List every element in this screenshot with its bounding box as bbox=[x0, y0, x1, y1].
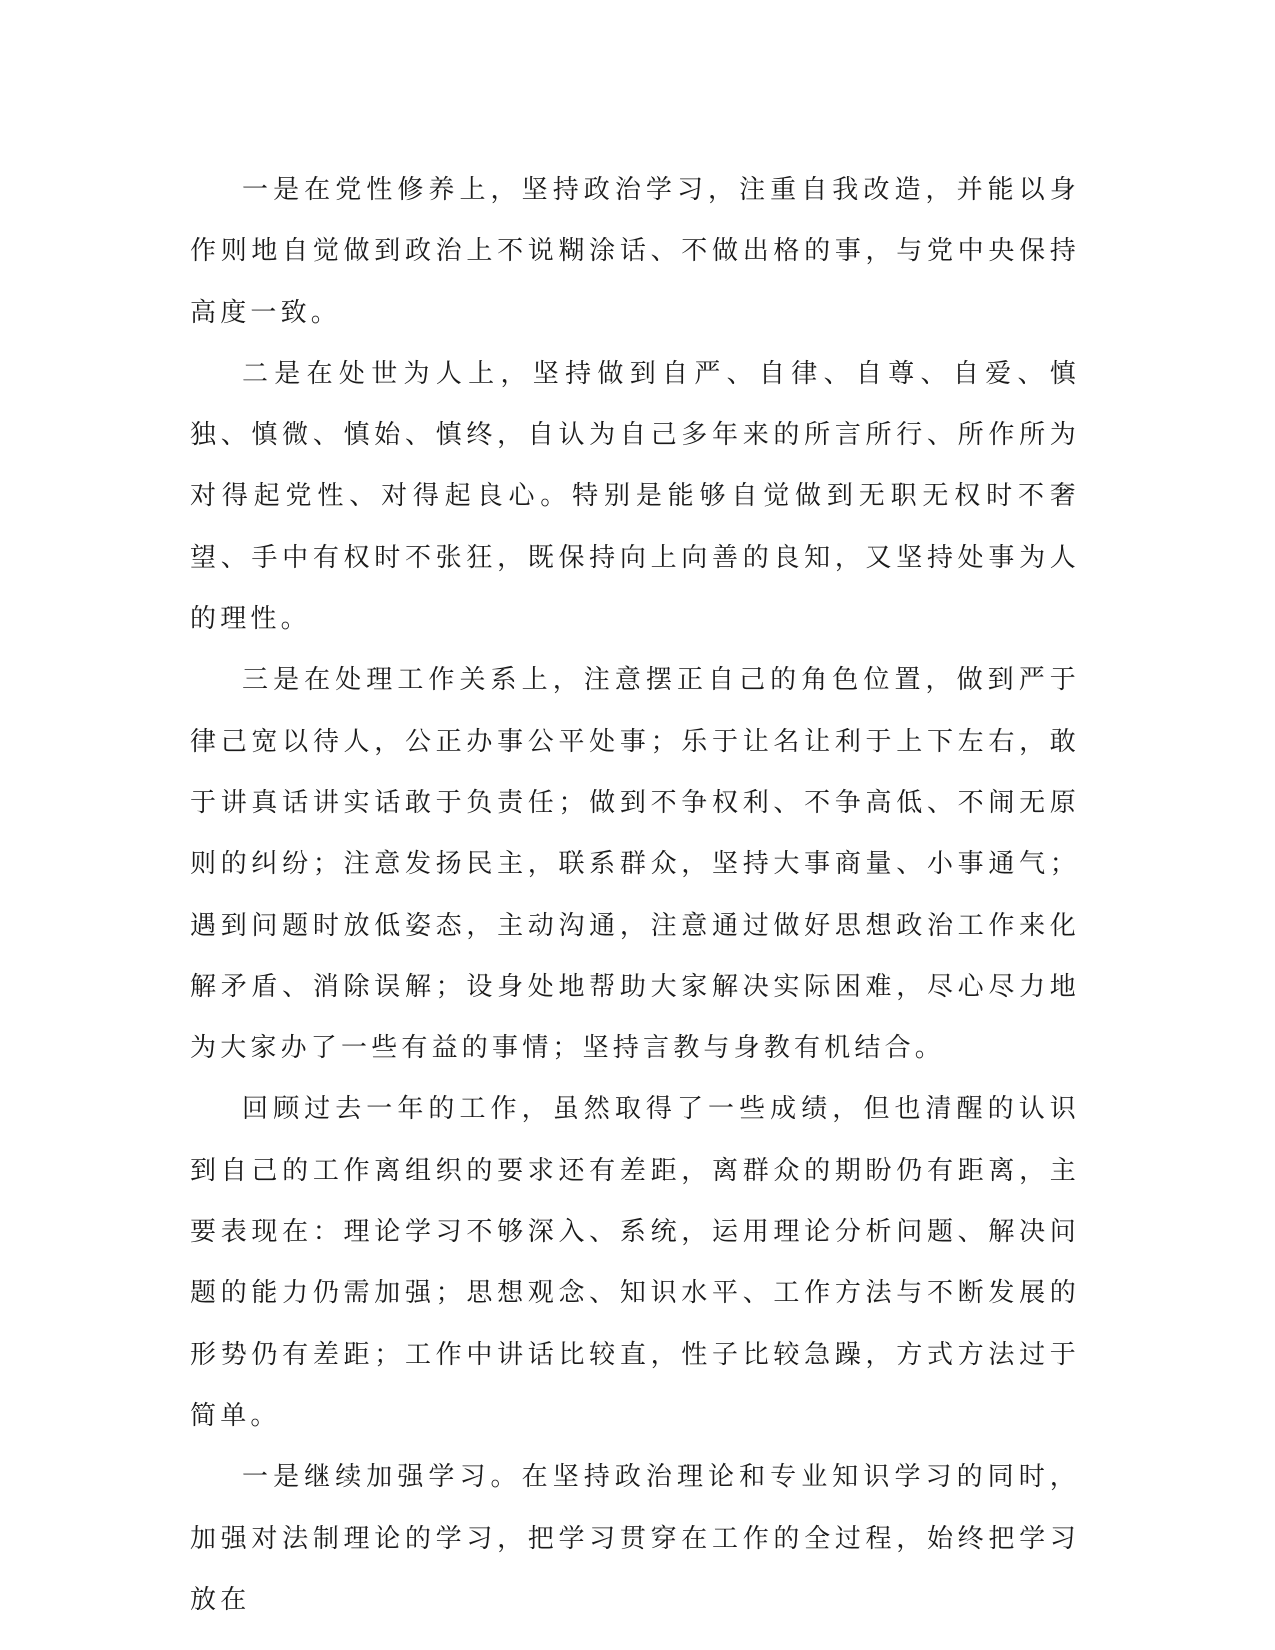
paragraph-party-cultivation: 一是在党性修养上，坚持政治学习，注重自我改造，并能以身作则地自觉做到政治上不说糊涂话、不做出格的事，与党中央保持高度一致。 bbox=[190, 175, 1080, 328]
document-body bbox=[190, 160, 1080, 1631]
paragraph-review-shortcomings: 回顾过去一年的工作，虽然取得了一些成绩，但也清醒的认识到自己的工作离组织的要求还有差距，离群众的期盼仍有距离，主要表现在：理论学习不够深入、系统，运用理论分析问题、解决问题的能力仍需加强；思想观念、知识水平、工作方法与不断发展的形势仍有差距；工作中讲话比较直，性子比较急躁，方式方法过于简单。 bbox=[190, 1094, 1080, 1431]
paragraph-work-relations: 三是在处理工作关系上，注意摆正自己的角色位置，做到严于律己宽以待人，公正办事公平处事；乐于让名让利于上下左右，敢于讲真话讲实话敢于负责任；做到不争权利、不争高低、不闹无原则的纠纷；注意发扬民主，联系群众，坚持大事商量、小事通气；遇到问题时放低姿态，主动沟通，注意通过做好思想政治工作来化解矛盾、消除误解；设身处地帮助大家解决实际困难，尽心尽力地为大家办了一些有益的事情；坚持言教与身教有机结合。 bbox=[190, 665, 1080, 1064]
paragraph-continue-learning: 一是继续加强学习。在坚持政治理论和专业知识学习的同时，加强对法制理论的学习，把学习贯穿在工作的全过程，始终把学习放在 bbox=[190, 1462, 1080, 1615]
paragraph-conduct: 二是在处世为人上，坚持做到自严、自律、自尊、自爱、慎独、慎微、慎始、慎终，自认为自己多年来的所言所行、所作所为对得起党性、对得起良心。特别是能够自觉做到无职无权时不奢望、手中有权时不张狂，既保持向上向善的良知，又坚持处事为人的理性。 bbox=[190, 358, 1080, 635]
